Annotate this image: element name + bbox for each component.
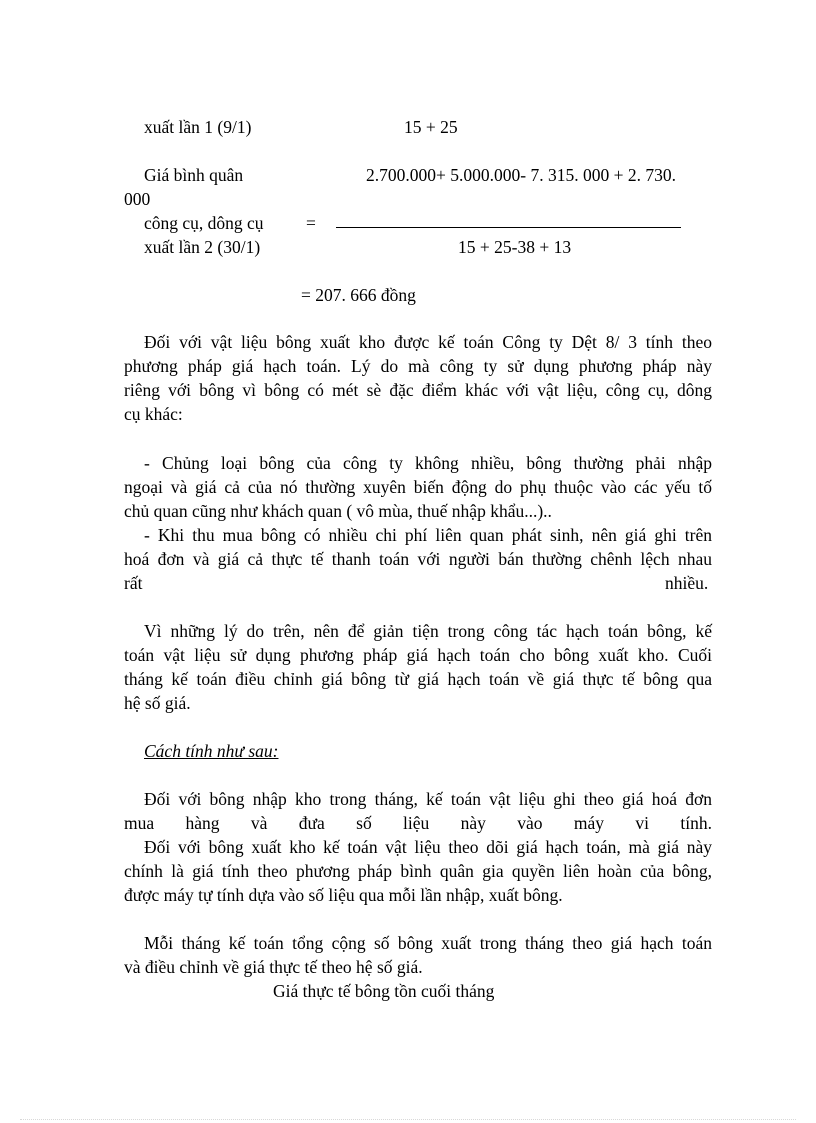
final-line: Giá thực tế bông tồn cuối tháng — [273, 981, 495, 1001]
para1-line: cụ khác: — [124, 404, 183, 424]
formula-label-2: công cụ, dông cụ — [144, 213, 264, 233]
para3-line: Đối với bông xuất kho kế toán vật liệu theo dõi giá hạch toán, mà giá này — [144, 837, 712, 857]
bullet-line: rất — [124, 573, 143, 593]
para2-line: tháng kế toán điều chỉnh giá bông từ giá hạch toán về giá thực tế bông qua — [124, 669, 712, 689]
section-heading: Cách tính như sau: — [144, 741, 279, 761]
para2-line: Vì những lý do trên, nên để giản tiện trong công tác hạch toán bông, kế — [144, 621, 712, 641]
formula-label-1: Giá bình quân — [144, 165, 244, 185]
para3-line: chính là giá tính theo phương pháp bình quân gia quyền liên hoàn của bông, — [124, 861, 712, 881]
para3-line: mua hàng và đưa số liệu này vào máy vi tính. — [124, 813, 712, 833]
page-bottom-border — [20, 1119, 796, 1120]
bullet-line: ngoại và giá cả của nó thường xuyên biến động do phụ thuộc vào các yếu tố — [124, 477, 712, 497]
formula-result: = 207. 666 đồng — [301, 285, 416, 305]
formula-label-3: xuất lần 2 (30/1) — [144, 237, 261, 257]
bullet-line: - Chủng loại bông của công ty không nhiều, bông thường phải nhập — [144, 453, 712, 473]
para1-line: phương pháp giá hạch toán. Lý do mà công ty sử dụng phương pháp này — [124, 356, 712, 376]
formula-line1-denominator: 15 + 25 — [404, 117, 458, 137]
para4-line: và điều chỉnh về giá thực tế theo hệ số giá. — [124, 957, 423, 977]
formula-numerator: 2.700.000+ 5.000.000- 7. 315. 000 + 2. 730. — [366, 165, 676, 185]
formula-line1-label: xuất lần 1 (9/1) — [144, 117, 252, 137]
bullet-line: nhiều. — [665, 573, 709, 593]
para4-line: Mỗi tháng kế toán tổng cộng số bông xuất trong tháng theo giá hạch toán — [144, 933, 712, 953]
para2-line: hệ số giá. — [124, 693, 191, 713]
bullet-line: hoá đơn và giá cả thực tế thanh toán với người bán thường chênh lệch nhau — [124, 549, 712, 569]
bullet-line: - Khi thu mua bông có nhiều chi phí liên quan phát sinh, nên giá ghi trên — [144, 525, 712, 545]
formula-numerator-cont: 000 — [124, 189, 151, 209]
para3-line: Đối với bông nhập kho trong tháng, kế toán vật liệu ghi theo giá hoá đơn — [144, 789, 712, 809]
bullet-line: chủ quan cũng như khách quan ( vô mùa, thuế nhập khẩu...).. — [124, 501, 552, 521]
para1-line: Đối với vật liệu bông xuất kho được kế toán Công ty Dệt 8/ 3 tính theo — [144, 332, 712, 352]
para1-line: riêng với bông vì bông có mét sè đặc điểm khác với vật liệu, công cụ, dông — [124, 380, 712, 400]
fraction-bar — [336, 227, 681, 228]
formula-denominator: 15 + 25-38 + 13 — [458, 237, 572, 257]
para2-line: toán vật liệu sử dụng phương pháp giá hạch toán cho bông xuất kho. Cuối — [124, 645, 712, 665]
formula-equals: = — [306, 213, 316, 233]
para3-line: được máy tự tính dựa vào số liệu qua mỗi lần nhập, xuất bông. — [124, 885, 563, 905]
